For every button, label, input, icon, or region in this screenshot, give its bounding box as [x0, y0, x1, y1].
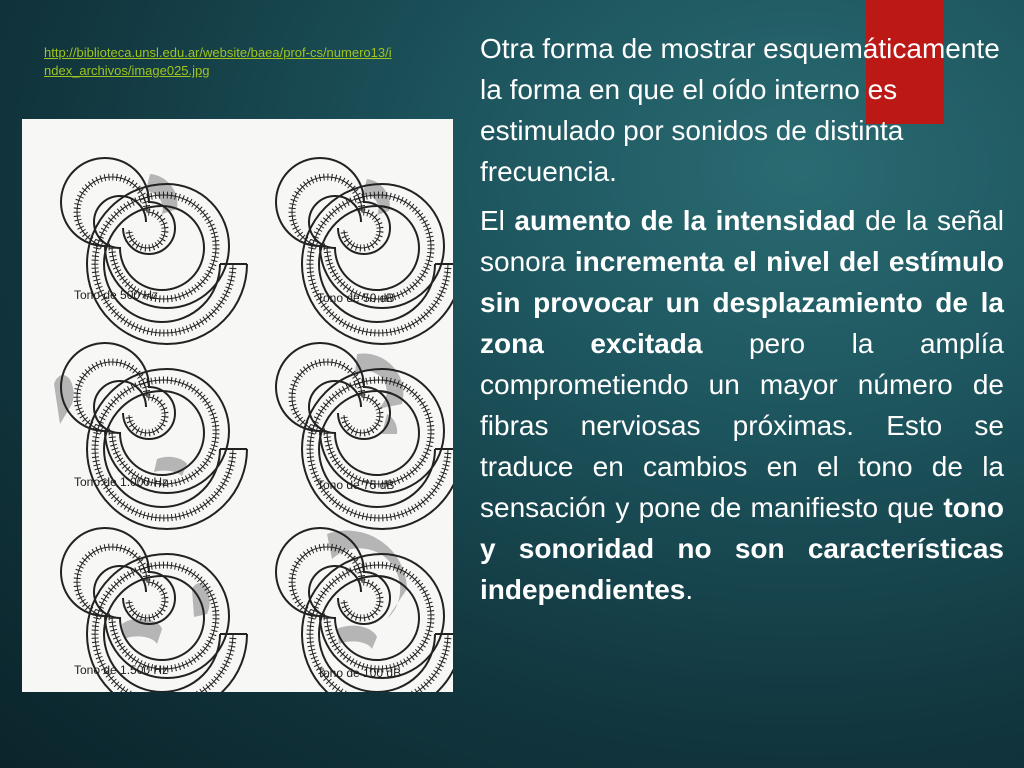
- text-run: .: [685, 574, 694, 605]
- source-link[interactable]: http://biblioteca.unsl.edu.ar/website/baea/prof-cs/numero13/index_archivos/image025.jpg: [44, 45, 392, 78]
- bold-run: incrementa el nivel del estímulo sin provocar un desplazamiento de la zona excitada: [480, 246, 1004, 359]
- bold-run: aumento de la intensidad: [514, 205, 856, 236]
- text-run: de la señal sonora: [480, 205, 1004, 277]
- cochlea-75db: [276, 343, 453, 529]
- caption-75db: Tono de 75 dB: [317, 478, 395, 492]
- cochlea-50db: [276, 158, 453, 344]
- caption-1500hz: Tono de 1.500 Hz: [74, 663, 169, 677]
- slide-text: [480, 28, 1004, 610]
- intro-paragraph: Otra forma de mostrar esquemáticamente la forma en que el oído interno es estimulado por sonidos de distinta frecuencia.: [480, 33, 1000, 187]
- cochlea-500hz: [61, 158, 247, 344]
- cochlea-figure: [22, 119, 453, 692]
- cochlea-1000hz: [54, 343, 247, 529]
- main-paragraph: [480, 200, 1004, 610]
- caption-100db: Tono de 100 dB: [317, 666, 402, 680]
- text-run: El: [480, 205, 515, 236]
- caption-500hz: Tono de 500 Hz: [74, 288, 159, 302]
- caption-50db: Tono de 50 dB: [317, 291, 395, 305]
- bold-run: tono y sonoridad no son características independientes: [480, 492, 1004, 605]
- text-run: pero la amplía comprometiendo un mayor número de fibras nerviosas próximas. Esto se traduce en cambios en el tono de la sensación y pone de manifiesto que: [480, 328, 1004, 523]
- caption-1000hz: Tono de 1.000 Hz: [74, 475, 169, 489]
